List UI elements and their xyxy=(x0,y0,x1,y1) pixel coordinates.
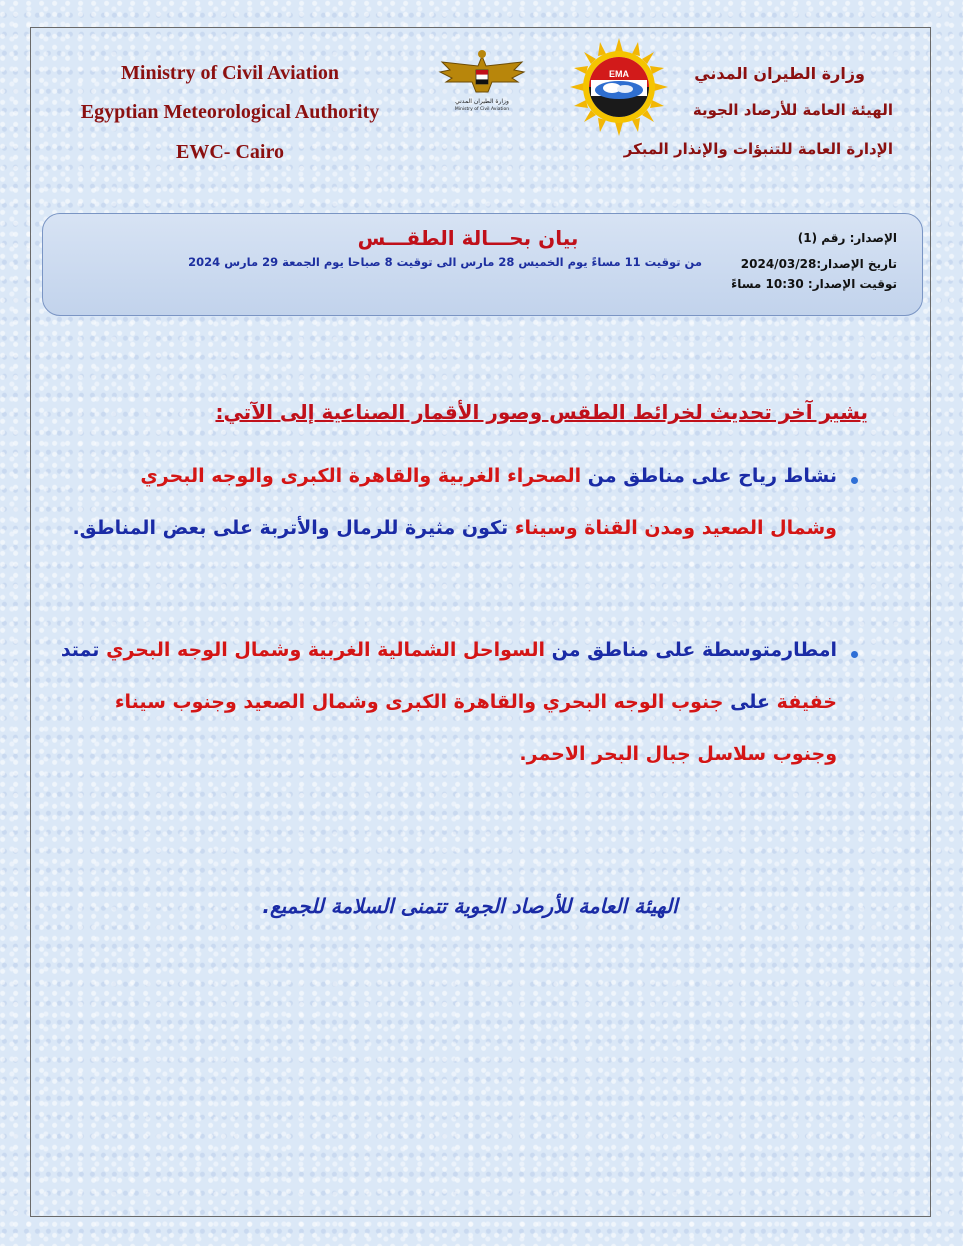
bullet1-line2 xyxy=(72,517,837,539)
header-ar-ministry: وزارة الطيران المدني xyxy=(694,64,865,83)
bullet1-line1 xyxy=(67,465,837,487)
header-ar-authority: الهيئة العامة للأرصاد الجوية xyxy=(692,101,893,119)
eagle-icon xyxy=(432,48,532,103)
bullet2-line2 xyxy=(115,691,837,713)
bullet1-text-d: تكون مثيرة للرمال والأتربة على بعض المناطق. xyxy=(72,517,509,539)
closing-message: الهيئة العامة للأرصاد الجوية تتمنى السلامة للجميع. xyxy=(262,894,678,918)
bulletin-title: بيان بحـــالة الطقـــس xyxy=(357,226,579,250)
header-en-center: EWC- Cairo xyxy=(176,141,284,163)
bullet2-text-f: جنوب الوجه البحري والقاهرة الكبرى وشمال الصعيد وجنوب سيناء xyxy=(114,691,724,713)
bullet1-text-a: نشاط رياح على مناطق من xyxy=(587,465,837,487)
bulletin-validity: من توقيت 11 مساءً يوم الخميس 28 مارس الى توقيت 8 صباحا يوم الجمعة 29 مارس 2024 xyxy=(188,255,702,269)
issue-time: توقيت الإصدار: 10:30 مساءً xyxy=(731,277,897,291)
bullet2-text-c: تمتد xyxy=(60,639,100,661)
bullet2-text-e: على xyxy=(730,691,771,713)
issue-number: الإصدار: رقم (1) xyxy=(797,231,897,245)
ema-logo xyxy=(570,38,668,136)
ministry-emblem xyxy=(432,48,532,118)
issue-date: تاريخ الإصدار:2024/03/28 xyxy=(740,257,897,271)
ema-logo-text: EMA xyxy=(609,69,629,79)
header-en-authority: Egyptian Meteorological Authority xyxy=(80,101,380,123)
intro-heading: يشير آخر تحديث لخرائط الطقس وصور الأقمار الصناعية إلى الآتي: xyxy=(215,400,868,424)
bullet1-text-b: الصحراء الغربية والقاهرة الكبرى والوجه البحري xyxy=(140,465,582,487)
page-border xyxy=(30,27,931,1217)
emblem-caption-ar: وزارة الطيران المدني xyxy=(455,98,509,105)
sun-logo-icon xyxy=(570,38,668,136)
bullet2-text-a: امطارمتوسطة على مناطق من xyxy=(551,639,837,661)
bullet2-text-d: خفيفة xyxy=(776,691,837,713)
bullet1-text-c: وشمال الصعيد ومدن القناة وسيناء xyxy=(514,517,837,539)
bullet-dot-1 xyxy=(851,477,858,484)
bullet-dot-2 xyxy=(851,651,858,658)
bulletin-box xyxy=(42,213,923,316)
emblem-caption-en: Ministry of Civil Aviation xyxy=(454,107,510,112)
bullet2-line1 xyxy=(61,639,837,661)
bullet2-line3: وجنوب سلاسل جبال البحر الاحمر. xyxy=(519,743,837,765)
bullet2-text-b: السواحل الشمالية الغربية وشمال الوجه البحري xyxy=(106,639,546,661)
header-ar-directorate: الإدارة العامة للتنبؤات والإنذار المبكر xyxy=(623,140,893,158)
header-en-ministry: Ministry of Civil Aviation xyxy=(121,62,339,84)
